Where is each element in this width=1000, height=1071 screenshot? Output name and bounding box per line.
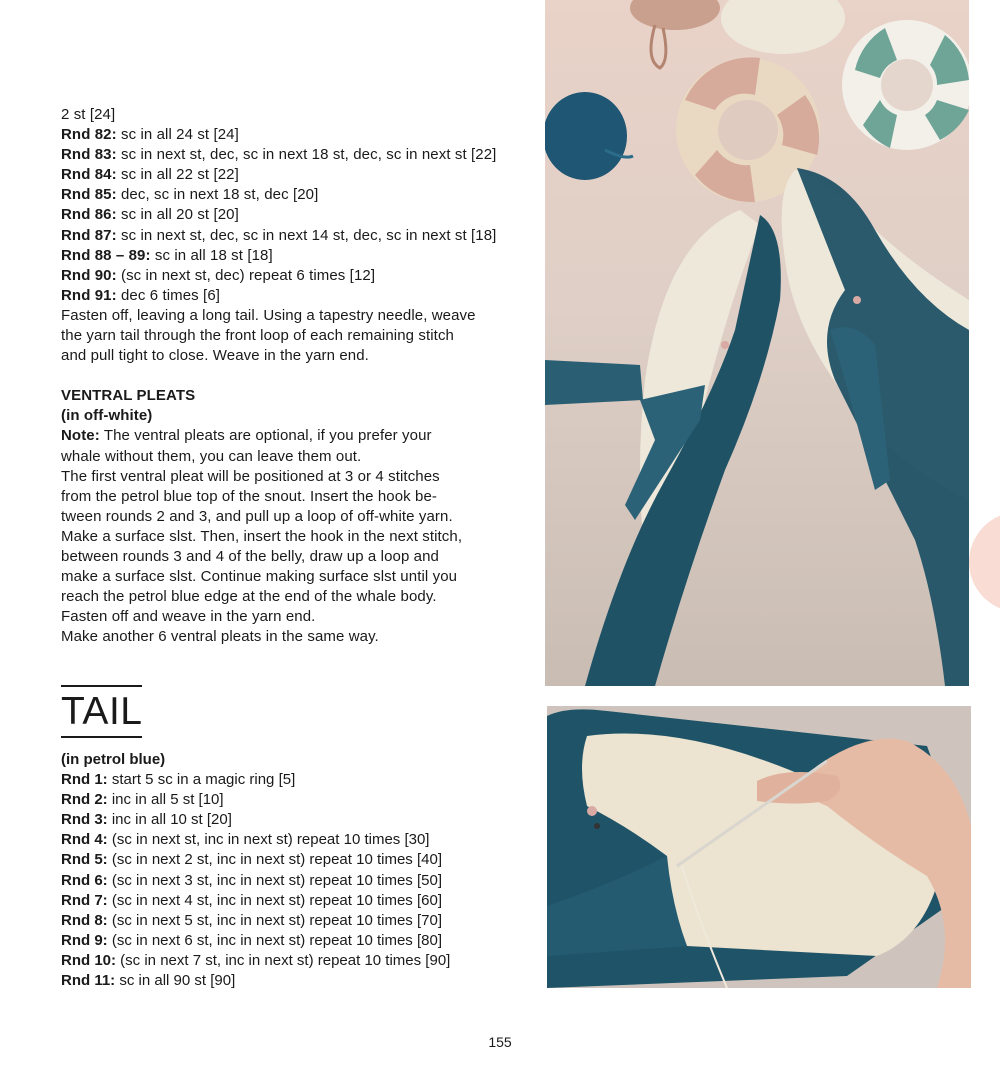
round-text: 2 st [24] (61, 106, 116, 123)
round-line (61, 125, 531, 145)
finish-instruction: Fasten off, leaving a long tail. Using a tapestry needle, weave (61, 306, 476, 324)
tail-title: TAIL (61, 685, 142, 738)
round-text: sc in all 20 st [20] (116, 206, 239, 224)
round-line (61, 770, 531, 790)
round-line (61, 911, 531, 931)
round-label: Rnd 82: (61, 126, 117, 144)
note-line: whale without them, you can leave them out. (61, 447, 362, 465)
round-label: Rnd 84: (61, 166, 117, 184)
round-line (61, 951, 531, 971)
ventral-pleats-section (61, 386, 531, 647)
section-subheading: (in off-white) (61, 407, 153, 425)
instruction-line: tween rounds 2 and 3, and pull up a loop of off-white yarn. (61, 507, 453, 525)
note-label: Note: (61, 427, 100, 445)
body-rounds (61, 105, 531, 366)
round-text: sc in all 24 st [24] (116, 126, 239, 144)
tail-subheading: (in petrol blue) (61, 751, 166, 768)
instruction-line: Make another 6 ventral pleats in the same way. (61, 628, 379, 646)
round-line (61, 810, 531, 830)
round-line (61, 145, 531, 165)
chapter-tab (969, 512, 1000, 612)
note-line (61, 426, 531, 446)
round-line (61, 105, 531, 125)
round-label: Rnd 11: (61, 972, 116, 990)
round-line (61, 266, 531, 286)
round-text: (sc in next 5 st, inc in next st) repeat 10 times [70] (107, 911, 442, 929)
round-text: sc in next st, dec, sc in next 14 st, dec, sc in next st [18] (116, 226, 497, 244)
round-line (61, 226, 531, 246)
round-text: inc in all 5 st [10] (107, 791, 224, 809)
instruction-line: Make a surface slst. Then, insert the hook in the next stitch, (61, 527, 463, 545)
round-label: Rnd 5: (61, 851, 108, 869)
round-label: Rnd 85: (61, 186, 117, 204)
round-label: Rnd 83: (61, 146, 117, 164)
paragraph-gap (61, 366, 531, 386)
round-text: (sc in next 4 st, inc in next st) repeat 10 times [60] (107, 891, 442, 909)
round-line (61, 830, 531, 850)
round-line (61, 891, 531, 911)
round-text: (sc in next 7 st, inc in next st) repeat 10 times [90] (116, 951, 451, 969)
round-label: Rnd 91: (61, 286, 117, 304)
page-number: 155 (488, 1034, 512, 1050)
round-line (61, 286, 531, 306)
round-text: start 5 sc in a magic ring [5] (107, 771, 296, 789)
section-heading: VENTRAL PLEATS (61, 387, 196, 405)
round-label: Rnd 1: (61, 771, 108, 789)
round-label: Rnd 90: (61, 266, 117, 284)
round-line (61, 871, 531, 891)
instruction-line: from the petrol blue top of the snout. Insert the hook be- (61, 487, 438, 505)
round-text: (sc in next 6 st, inc in next st) repeat 10 times [80] (107, 931, 442, 949)
round-text: inc in all 10 st [20] (107, 811, 232, 829)
pattern-text-column (61, 105, 531, 647)
finish-instruction: the yarn tail through the front loop of each remaining stitch (61, 327, 454, 345)
round-line (61, 931, 531, 951)
finish-instruction: and pull tight to close. Weave in the yarn end. (61, 347, 369, 365)
note-text: The ventral pleats are optional, if you prefer your (99, 427, 432, 445)
instruction-line: make a surface slst. Continue making surface slst until you (61, 568, 458, 586)
whales-photo (545, 0, 969, 686)
round-label: Rnd 8: (61, 911, 108, 929)
round-label: Rnd 88 – 89: (61, 246, 151, 264)
instruction-line: reach the petrol blue edge at the end of the whale body. (61, 588, 437, 606)
round-line (61, 246, 531, 266)
round-label: Rnd 3: (61, 811, 108, 829)
round-text: sc in all 22 st [22] (116, 166, 239, 184)
round-line (61, 971, 531, 991)
round-text: (sc in next st, inc in next st) repeat 10 times [30] (107, 831, 430, 849)
crochet-hand-illustration (547, 706, 971, 988)
round-line (61, 790, 531, 810)
surface-slst-photo (547, 706, 971, 988)
round-text: (sc in next st, dec) repeat 6 times [12] (116, 266, 376, 284)
round-label: Rnd 4: (61, 831, 108, 849)
round-text: dec, sc in next 18 st, dec [20] (116, 186, 319, 204)
round-text: sc in all 18 st [18] (150, 246, 273, 264)
round-text: (sc in next 3 st, inc in next st) repeat 10 times [50] (107, 871, 442, 889)
round-text: (sc in next 2 st, inc in next st) repeat 10 times [40] (107, 851, 442, 869)
instruction-line: between rounds 3 and 4 of the belly, draw up a loop and (61, 547, 439, 565)
round-text: sc in next st, dec, sc in next 18 st, dec, sc in next st [22] (116, 146, 497, 164)
round-label: Rnd 7: (61, 891, 108, 909)
round-line (61, 185, 531, 205)
round-text: dec 6 times [6] (116, 286, 221, 304)
tail-section (61, 685, 531, 991)
round-label: Rnd 86: (61, 206, 117, 224)
round-label: Rnd 6: (61, 871, 108, 889)
round-label: Rnd 87: (61, 226, 117, 244)
round-label: Rnd 10: (61, 951, 117, 969)
whales-illustration (545, 0, 969, 686)
round-text: sc in all 90 st [90] (115, 972, 236, 990)
round-line (61, 165, 531, 185)
round-label: Rnd 2: (61, 791, 108, 809)
round-line (61, 850, 531, 870)
round-label: Rnd 9: (61, 931, 108, 949)
instruction-line: The first ventral pleat will be positioned at 3 or 4 stitches (61, 467, 440, 485)
round-line (61, 205, 531, 225)
instruction-line: Fasten off and weave in the yarn end. (61, 608, 316, 626)
